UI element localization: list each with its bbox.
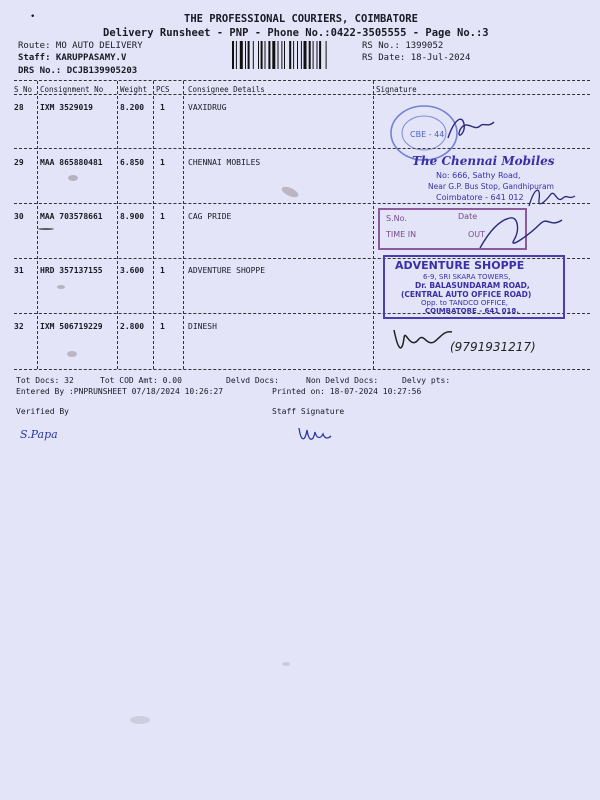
- row-sno: 32: [14, 322, 24, 331]
- company-title: THE PROFESSIONAL COURIERS, COIMBATORE: [184, 13, 418, 25]
- corner-mark: •: [30, 12, 36, 22]
- row-weight: 3.600: [120, 266, 145, 275]
- tot-cod: Tot COD Amt: 0.00: [100, 376, 182, 385]
- col-header-consignment: Consignment No: [40, 85, 104, 94]
- printed-on: Printed on: 18-07-2024 10:27:56: [272, 387, 422, 396]
- row-consignee: CAG PRIDE: [188, 212, 232, 221]
- stamp-line: COIMBATORE - 641 018.: [425, 307, 519, 315]
- col-header-weight: Weight: [120, 85, 148, 94]
- row-pcs: 1: [160, 158, 165, 167]
- row-consignment: MAA 865880481: [40, 158, 103, 167]
- stamp-line: No: 666, Sathy Road,: [436, 171, 521, 180]
- row-sno: 31: [14, 266, 24, 275]
- verified-by-label: Verified By: [16, 407, 69, 416]
- handwritten-phone: (9791931217): [450, 340, 536, 354]
- stamp-line: S.No.: [386, 214, 407, 223]
- row-consignee: DINESH: [188, 322, 217, 331]
- row-sno: 30: [14, 212, 24, 221]
- row-consignee: CHENNAI MOBILES: [188, 158, 261, 167]
- row-pcs: 1: [160, 103, 165, 112]
- stamp-line: OUT: [468, 230, 486, 239]
- row-consignment: HRD 357137155: [40, 266, 103, 275]
- stamp-line: Opp. to TANDCO OFFICE,: [421, 299, 509, 307]
- stamp-line: TIME IN: [386, 230, 417, 239]
- row-consignee: ADVENTURE SHOPPE: [188, 266, 266, 275]
- row-consignment: IXM 3529019: [40, 103, 93, 112]
- row-weight: 8.200: [120, 103, 145, 112]
- stamp-line: Dr. BALASUNDARAM ROAD,: [415, 281, 530, 290]
- stamp-line: Near G.P. Bus Stop, Gandhipuram: [428, 182, 554, 191]
- tot-docs: Tot Docs: 32: [16, 376, 74, 385]
- stamp-line: The Chennai Mobiles: [412, 154, 555, 168]
- stamp-line: Coimbatore - 641 012: [436, 193, 524, 202]
- stamp-line: Date: [458, 212, 478, 221]
- stamp-line: ADVENTURE SHOPPE: [395, 259, 525, 272]
- non-delvd-docs: Non Delvd Docs:: [306, 376, 379, 385]
- delvd-docs: Delvd Docs:: [226, 376, 279, 385]
- row-pcs: 1: [160, 322, 165, 331]
- runsheet-subtitle: Delivery Runsheet - PNP - Phone No.:0422-3505555 - Page No.:3: [103, 27, 489, 39]
- row-weight: 8.900: [120, 212, 145, 221]
- stamp-line: 6-9, SRI SKARA TOWERS,: [423, 273, 511, 281]
- col-header-signature: Signature: [376, 85, 417, 94]
- col-header-consignee: Consignee Details: [188, 85, 265, 94]
- rs-date: RS Date: 18-Jul-2024: [362, 53, 471, 63]
- row-weight: 2.800: [120, 322, 145, 331]
- row-consignee: VAXIDRUG: [188, 103, 227, 112]
- staff-text: Staff: KARUPPASAMY.V: [18, 53, 127, 63]
- staff-signature-label: Staff Signature: [272, 407, 345, 416]
- route-text: Route: MO AUTO DELIVERY: [18, 41, 143, 51]
- delvy-pts: Delvy pts:: [402, 376, 451, 385]
- row-consignment: IXM 506719229: [40, 322, 103, 331]
- row-sno: 28: [14, 103, 24, 112]
- rs-number: RS No.: 1399052: [362, 41, 444, 51]
- row-consignment: MAA 703578661: [40, 212, 103, 221]
- col-header-pcs: PCS: [156, 85, 170, 94]
- seal-code: CBE - 44: [410, 130, 445, 139]
- row-pcs: 1: [160, 212, 165, 221]
- stamp-line: (CENTRAL AUTO OFFICE ROAD): [401, 290, 532, 299]
- row-sno: 29: [14, 158, 24, 167]
- row-weight: 6.850: [120, 158, 145, 167]
- entered-by: Entered By :PNPRUNSHEET 07/18/2024 10:26:27: [16, 387, 224, 396]
- verifier-signature: S.Papa: [20, 428, 58, 441]
- row-pcs: 1: [160, 266, 165, 275]
- drs-text: DRS No.: DCJB139905203: [18, 66, 138, 76]
- col-header-sno: S No: [14, 85, 33, 94]
